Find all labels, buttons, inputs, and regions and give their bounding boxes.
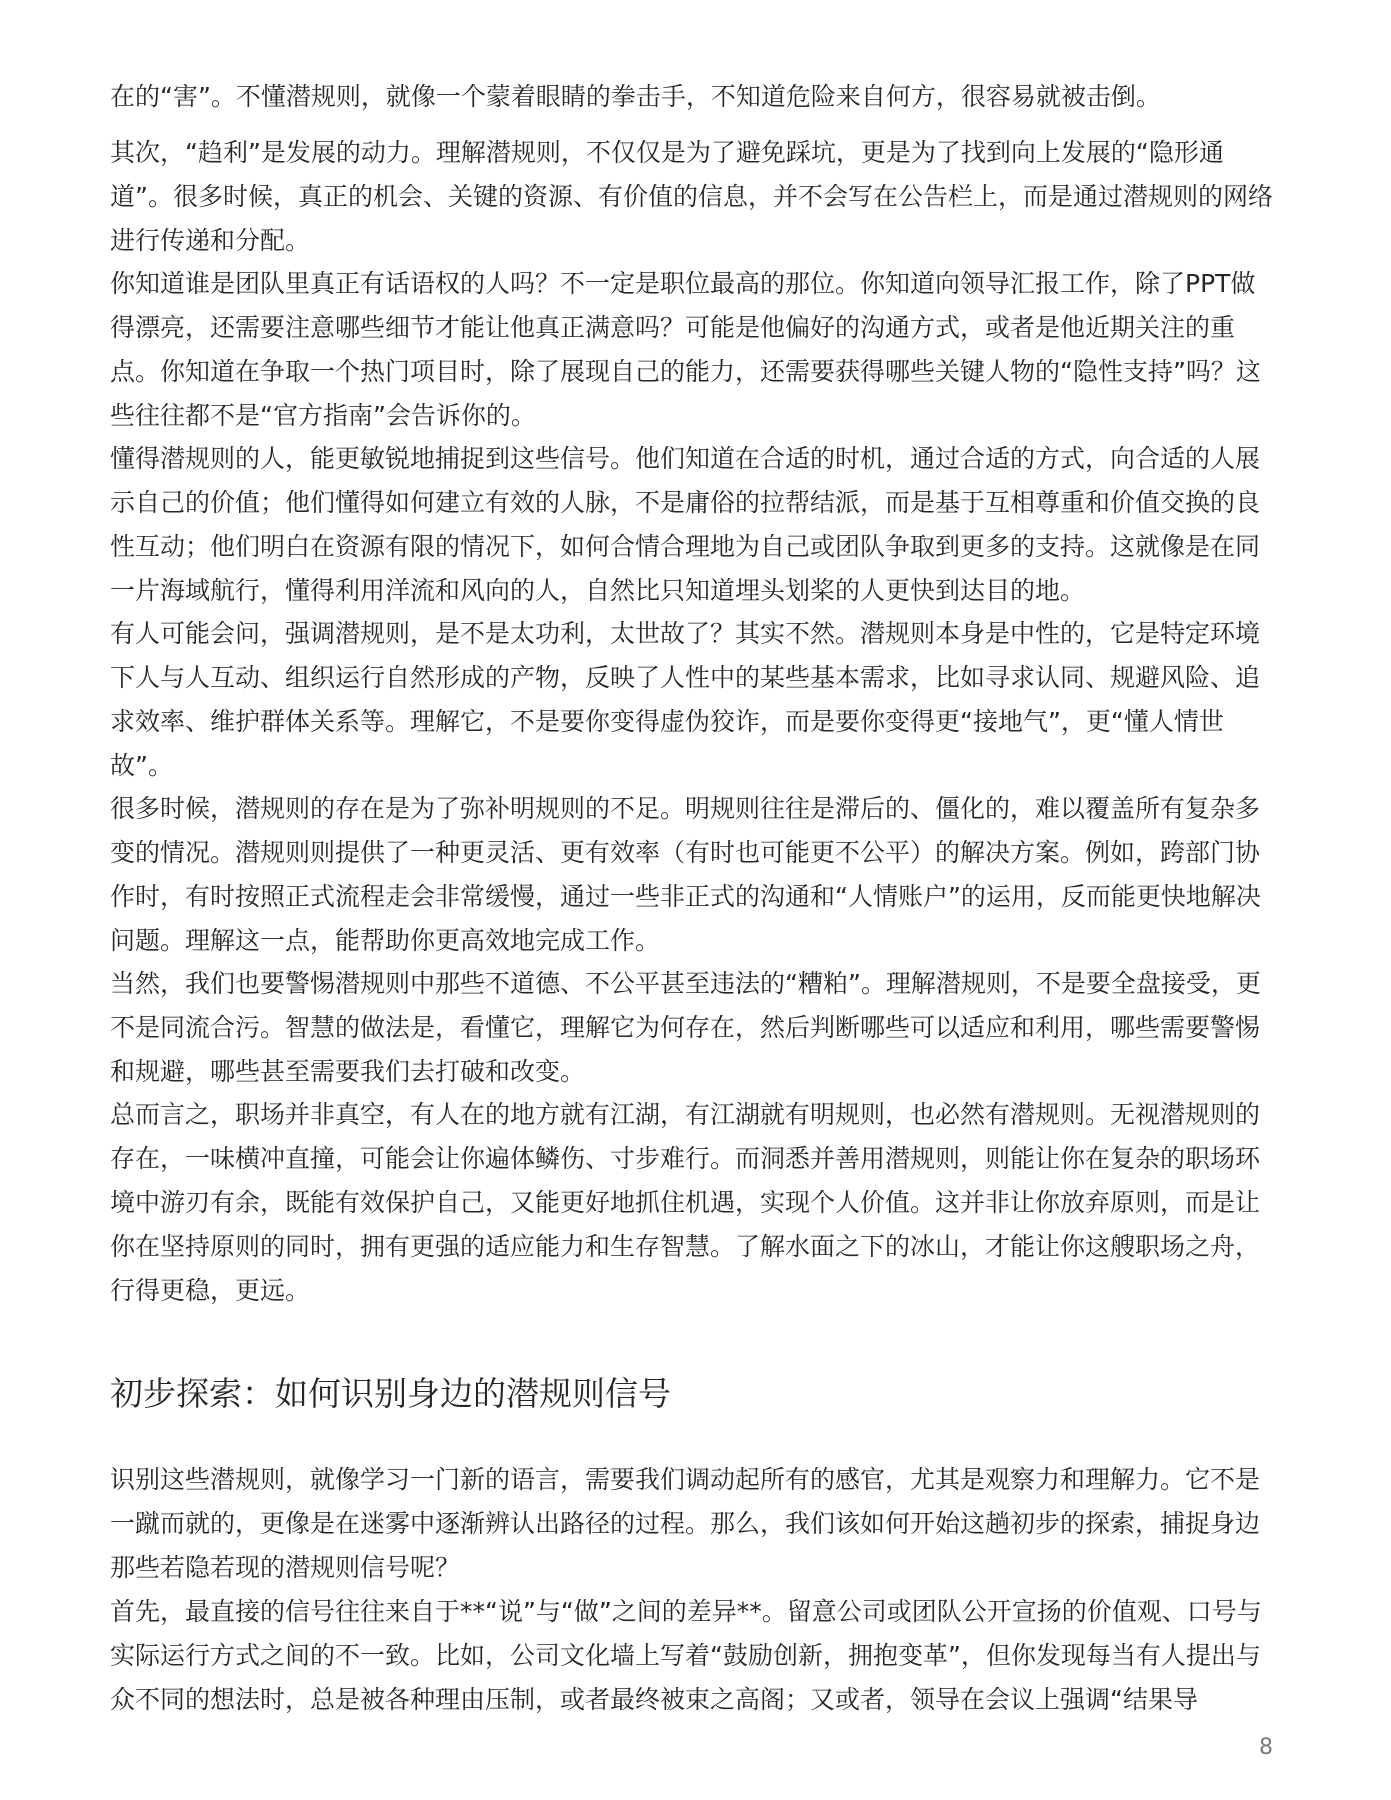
paragraph-continuation-harm: 在的“害”。不懂潜规则，就像一个蒙着眼睛的拳击手，不知道危险来自何方，很容易就被击倒。 [110,82,1161,111]
paragraph-understanding-signals: 懂得潜规则的人，能更敏锐地捕捉到这些信号。他们知道在合适的时机，通过合适的方式，向合适的人展示自己的价值；他们懂得如何建立有效的人脉，不是庸俗的拉帮结派，而是基于互相尊重和价值交换的良性互动；他们明白在资源有限的情况下，如何合情合理地为自己或团队争取到更多的支持。这就像是在同一片海域航行，懂得利用洋流和风向的人，自然比只知道埋头划桨的人更快到达目的地。 [110,444,1261,605]
paragraph-be-wary: 当然，我们也要警惕潜规则中那些不道德、不公平甚至违法的“糟粕”。理解潜规则，不是要全盘接受，更不是同流合污。智慧的做法是，看懂它，理解它为何存在，然后判断哪些可以适应和利用，哪些需要警惕和规避，哪些甚至需要我们去打破和改变。 [110,969,1261,1086]
paragraph-say-vs-do: 首先，最直接的信号往往来自于**“说”与“做”之间的差异**。留意公司或团队公开宣扬的价值观、口号与实际运行方式之间的不一致。比如，公司文化墙上写着“鼓励创新，拥抱变革”，但你发现每当有人提出与众不同的想法时，总是被各种理由压制，或者最终被束之高阁；又或者，领导在会议上强调“结果导 [110,1597,1262,1714]
paragraph-in-conclusion: 总而言之，职场并非真空，有人在的地方就有江湖，有江湖就有明规则，也必然有潜规则。无视潜规则的存在，一味横冲直撞，可能会让你遍体鳞伤、寸步难行。而洞悉并善用潜规则，则能让你在复杂的职场环境中游刃有余，既能有效保护自己，又能更好地抓住机遇，实现个人价值。这并非让你放弃原则，而是让你在坚持原则的同时，拥有更强的适应能力和生存智慧。了解水面之下的冰山，才能让你这艘职场之舟，行得更稳，更远。 [110,1100,1261,1305]
paragraph-seeking-benefit: 其次，“趋利”是发展的动力。理解潜规则，不仅仅是为了避免踩坑，更是为了找到向上发展的“隐形通道”。很多时候，真正的机会、关键的资源、有价值的信息，并不会写在公告栏上，而是通过潜规则的网络进行传递和分配。 [110,138,1273,255]
page-number: 8 [1259,1735,1273,1760]
section-heading: 初步探索：如何识别身边的潜规则信号 [110,1374,671,1413]
paragraph-is-it-utilitarian: 有人可能会问，强调潜规则，是不是太功利，太世故了？其实不然。潜规则本身是中性的，它是特定环境下人与人互动、组织运行自然形成的产物，反映了人性中的某些基本需求，比如寻求认同、规避风险、追求效率、维护群体关系等。理解它，不是要你变得虚伪狡诈，而是要你变得更“接地气”，更“懂人情世故”。 [110,619,1261,780]
paragraph-who-has-say: 你知道谁是团队里真正有话语权的人吗？不一定是职位最高的那位。你知道向领导汇报工作，除了PPT做得漂亮，还需要注意哪些细节才能让他真正满意吗？可能是他偏好的沟通方式，或者是他近期关注的重点。你知道在争取一个热门项目时，除了展现自己的能力，还需要获得哪些关键人物的“隐性支持”吗？这些往往都不是“官方指南”会告诉你的。 [110,269,1261,430]
paragraph-compensate-rules: 很多时候，潜规则的存在是为了弥补明规则的不足。明规则往往是滞后的、僵化的，难以覆盖所有复杂多变的情况。潜规则则提供了一种更灵活、更有效率（有时也可能更不公平）的解决方案。例如，跨部门协作时，有时按照正式流程走会非常缓慢，通过一些非正式的沟通和“人情账户”的运用，反而能更快地解决问题。理解这一点，能帮助你更高效地完成工作。 [110,794,1261,955]
paragraph-identify-rules: 识别这些潜规则，就像学习一门新的语言，需要我们调动起所有的感官，尤其是观察力和理解力。它不是一蹴而就的，更像是在迷雾中逐渐辨认出路径的过程。那么，我们该如何开始这趟初步的探索，捕捉身边那些若隐若现的潜规则信号呢？ [110,1465,1261,1582]
